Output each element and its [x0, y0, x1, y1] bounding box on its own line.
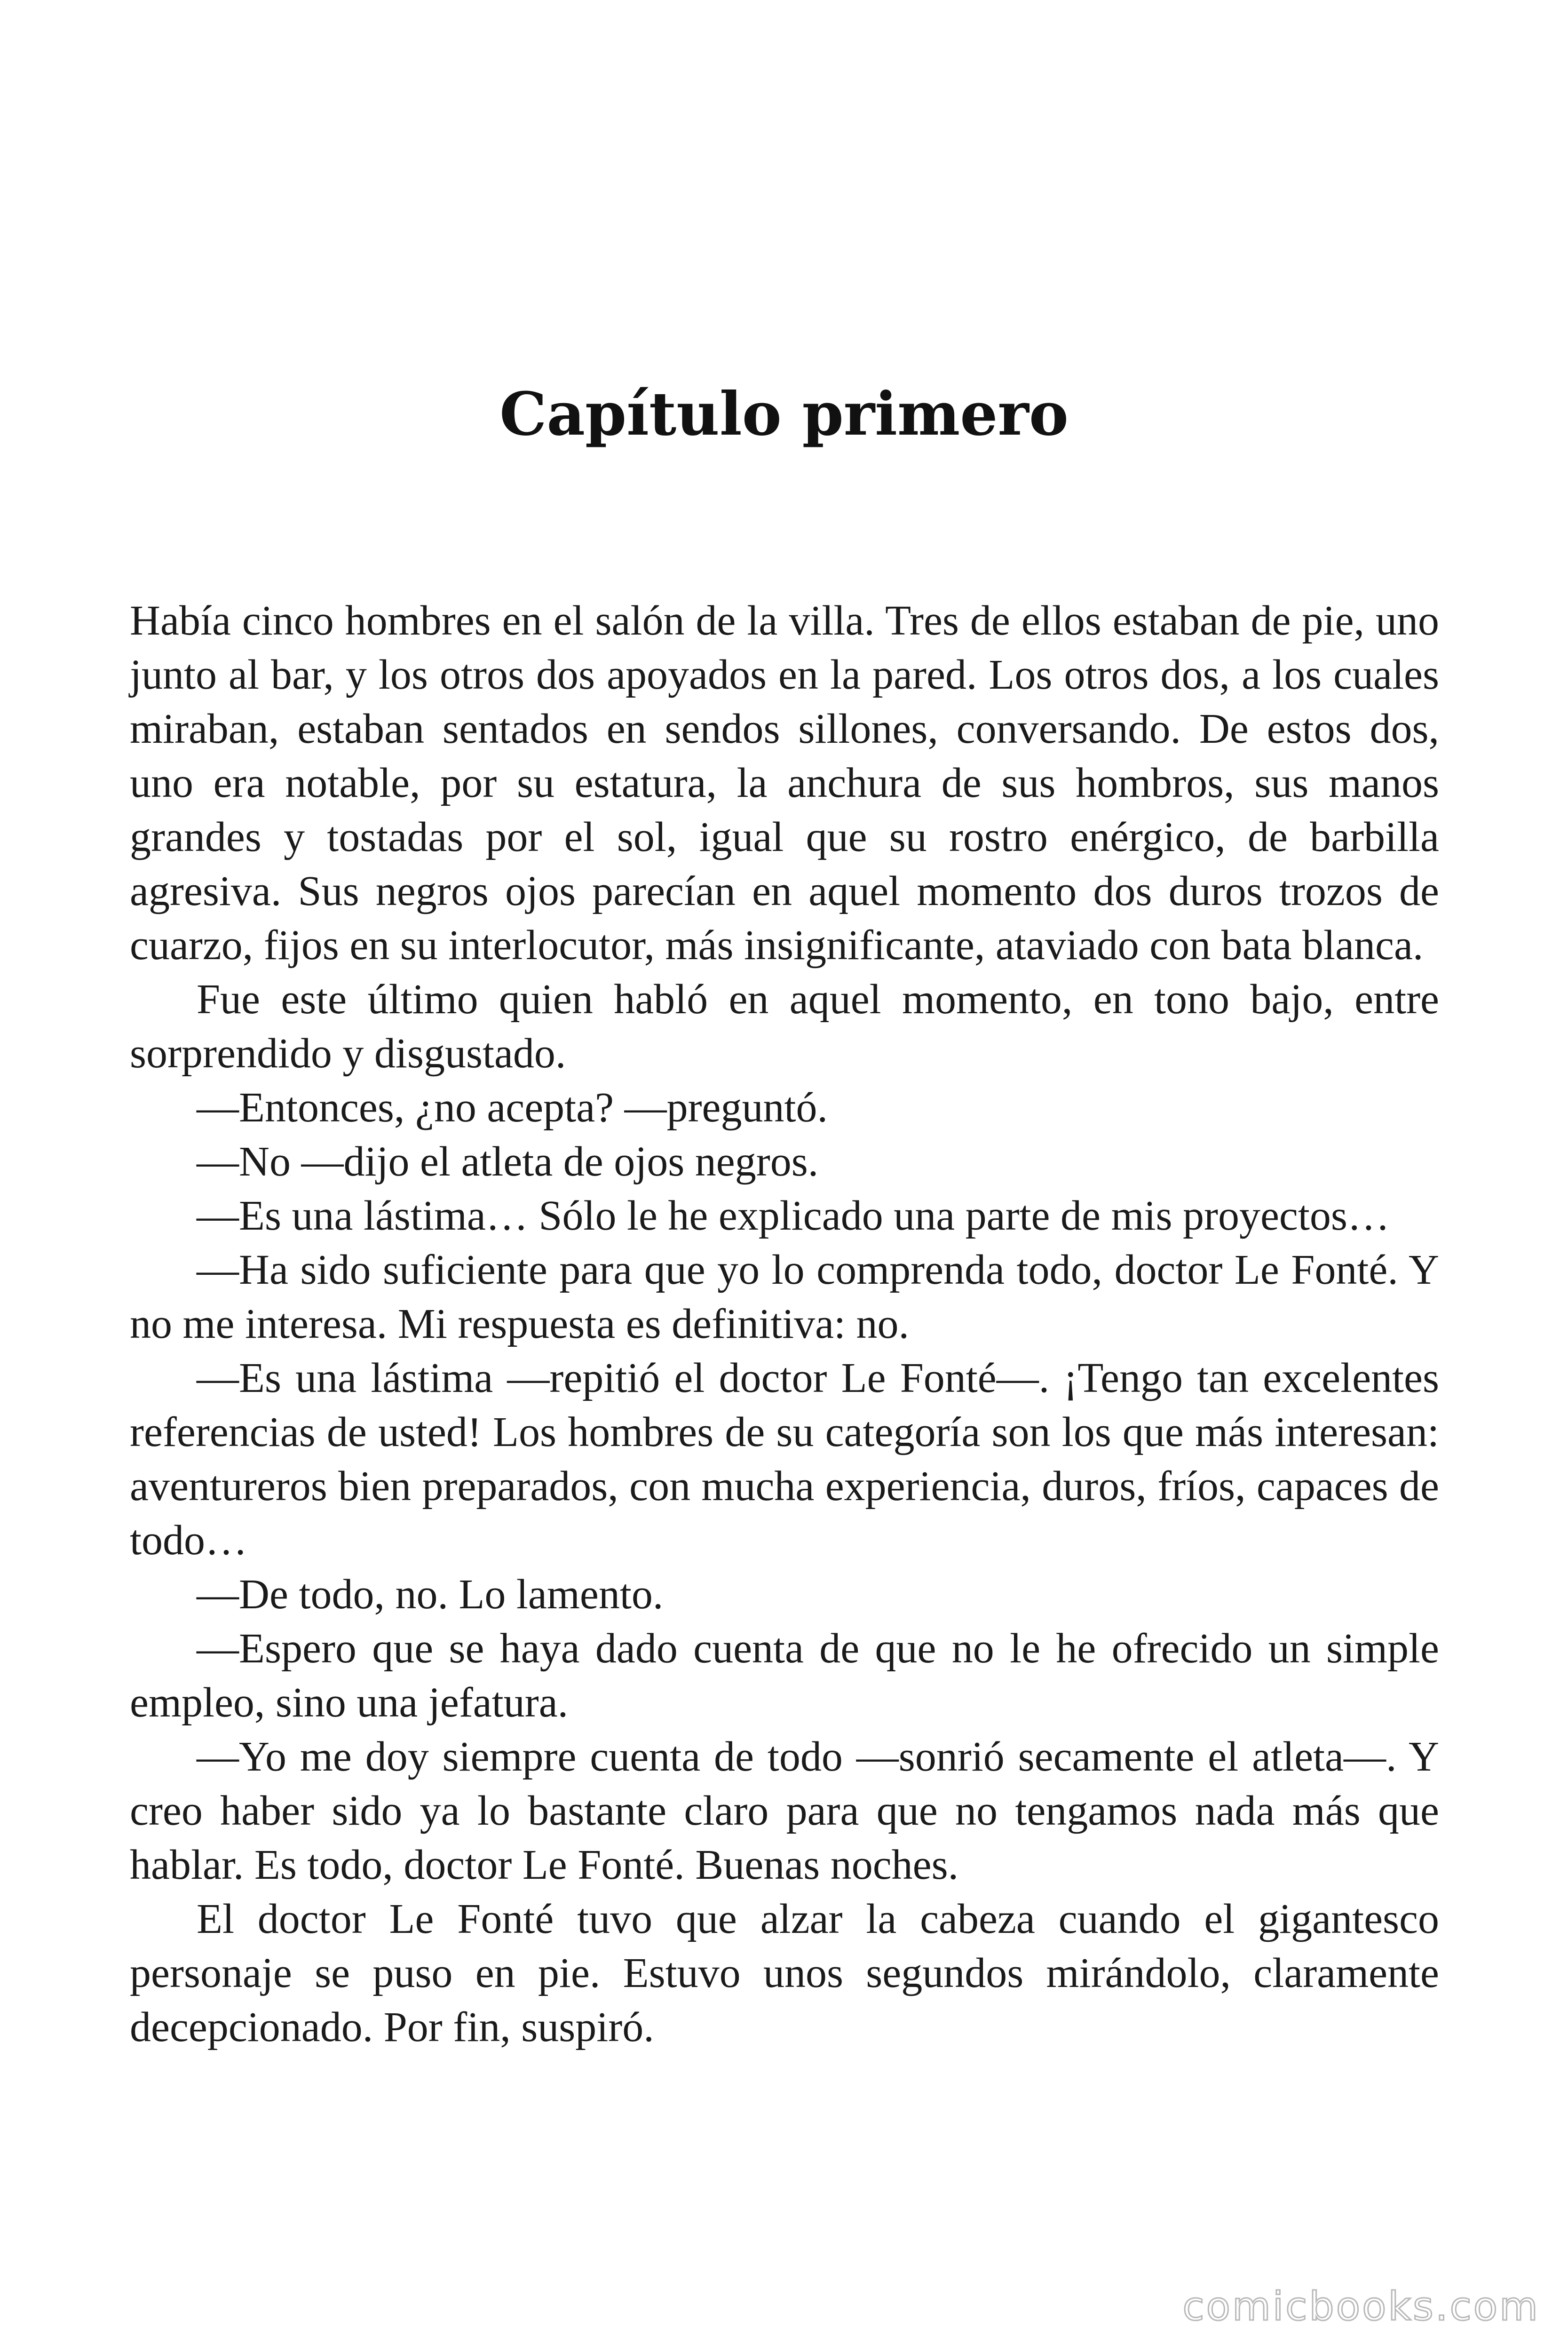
chapter-body — [130, 594, 1439, 2054]
paragraph: Había cinco hombres en el salón de la villa. Tres de ellos estaban de pie, uno junto al bar, y los otros dos apoyados en la pared. Los otros dos, a los cuales miraban, estaban sentados en sendos sillones, conversando. De estos dos, uno era notable, por su estatura, la anchura de sus hombros, sus manos grandes y tostadas por el sol, igual que su rostro enérgico, de barbilla agresiva. Sus negros ojos parecían en aquel momento dos duros trozos de cuarzo, fijos en su interlocutor, más insignificante, ataviado con bata blanca. — [130, 597, 1439, 969]
watermark-logo: comicbooks.com — [1182, 2283, 1540, 2329]
dialogue-line: —No —dijo el atleta de ojos negros. — [197, 1138, 819, 1185]
dialogue-line: —Espero que se haya dado cuenta de que no le he ofrecido un simple empleo, sino una jefatura. — [130, 1625, 1439, 1726]
chapter-title: Capítulo primero — [499, 379, 1069, 449]
paragraph: Fue este último quien habló en aquel momento, en tono bajo, entre sorprendido y disgustado. — [130, 976, 1439, 1077]
dialogue-line: —Es una lástima… Sólo le he explicado una parte de mis proyectos… — [197, 1192, 1390, 1239]
dialogue-line: —Yo me doy siempre cuenta de todo —sonrió secamente el atleta—. Y creo haber sido ya lo bastante claro para que no tengamos nada más que hablar. Es todo, doctor Le Fonté. Buenas noches. — [130, 1733, 1439, 1888]
dialogue-line: —Es una lástima —repitió el doctor Le Fonté—. ¡Tengo tan excelentes referencias de usted! Los hombres de su categoría son los que más interesan: aventureros bien preparados, con mucha experiencia, duros, fríos, capaces de todo… — [130, 1355, 1439, 1564]
dialogue-line: —Ha sido suficiente para que yo lo comprenda todo, doctor Le Fonté. Y no me interesa. Mi respuesta es definitiva: no. — [130, 1247, 1439, 1347]
paragraph: El doctor Le Fonté tuvo que alzar la cabeza cuando el gigantesco personaje se puso en pie. Estuvo unos segundos mirándolo, claramente decepcionado. Por fin, suspiró. — [130, 1896, 1439, 2050]
dialogue-line: —De todo, no. Lo lamento. — [197, 1571, 664, 1618]
dialogue-line: —Entonces, ¿no acepta? —preguntó. — [197, 1084, 828, 1131]
